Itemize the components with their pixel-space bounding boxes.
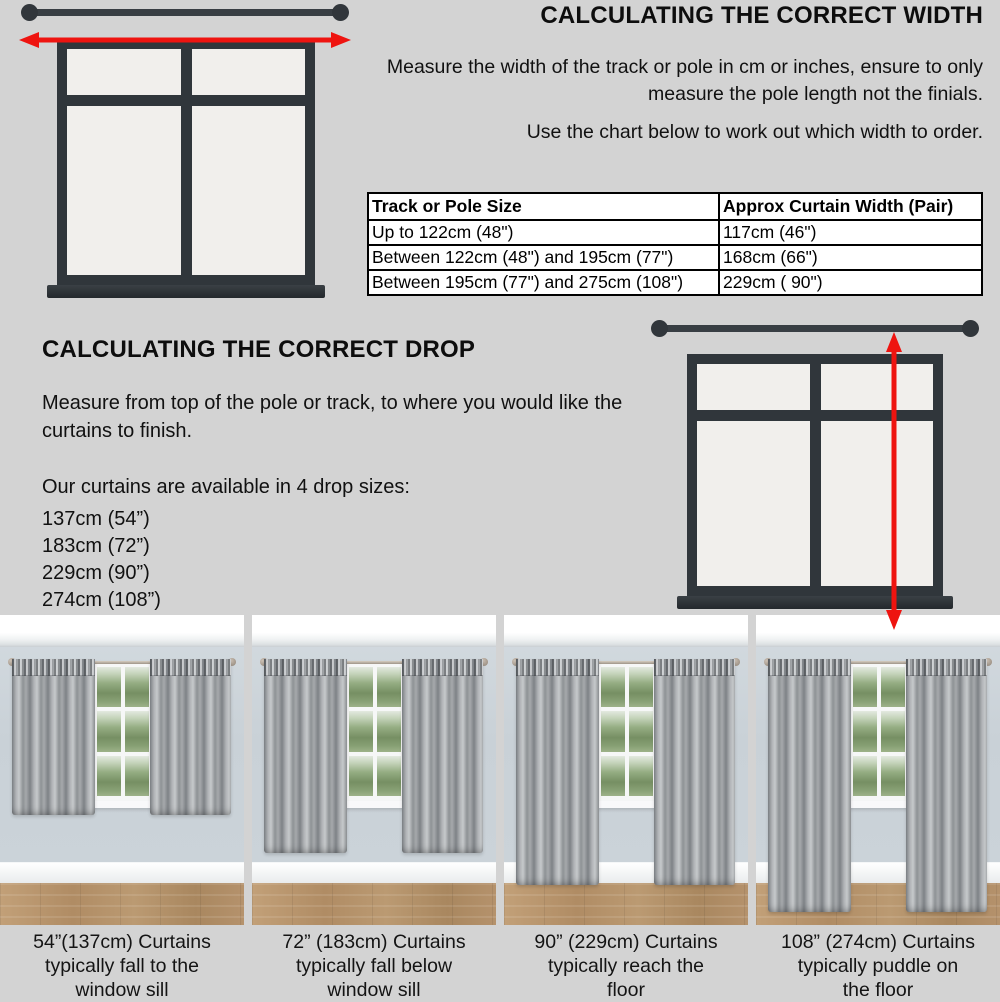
skirting-board bbox=[0, 862, 244, 883]
window-pane bbox=[629, 756, 653, 796]
curtain-left bbox=[264, 659, 347, 853]
photo-caption-72 bbox=[252, 927, 496, 1002]
photo-caption-54 bbox=[0, 927, 244, 1002]
curtain-pole bbox=[30, 9, 340, 16]
caption-line: typically fall below bbox=[295, 955, 453, 977]
window-pane bbox=[881, 667, 905, 707]
window-pane bbox=[97, 667, 121, 707]
window-pane bbox=[97, 756, 121, 796]
width-arrow-icon bbox=[18, 30, 352, 50]
window-pane bbox=[821, 421, 934, 586]
ceiling-cornice bbox=[0, 615, 244, 647]
table-row bbox=[368, 270, 982, 295]
caption-line: typically reach the bbox=[547, 955, 705, 977]
caption-line: typically puddle on bbox=[797, 955, 959, 977]
window-sill bbox=[677, 596, 953, 609]
photo-curtains-drop-90 bbox=[504, 615, 748, 925]
table-header-row bbox=[368, 193, 982, 220]
window-pane bbox=[67, 106, 181, 275]
pole-finial-left-icon bbox=[651, 320, 668, 337]
drop-size-option: 274cm (108”) bbox=[42, 589, 161, 611]
drop-sizes-intro: Our curtains are available in 4 drop sizes: bbox=[42, 476, 410, 498]
caption-line: 90” (229cm) Curtains bbox=[534, 931, 718, 953]
ceiling-cornice bbox=[252, 615, 496, 647]
caption-line: 72” (183cm) Curtains bbox=[282, 931, 466, 953]
window-frame bbox=[57, 39, 315, 285]
window-pane bbox=[377, 667, 401, 707]
table-cell-width: 117cm (46") bbox=[719, 220, 982, 245]
curtain-right bbox=[150, 659, 231, 815]
table-cell-track: Between 195cm (77") and 275cm (108") bbox=[368, 270, 719, 295]
table-cell-track: Up to 122cm (48") bbox=[368, 220, 719, 245]
window-pane bbox=[125, 756, 149, 796]
table-cell-width: 168cm (66") bbox=[719, 245, 982, 270]
curtain-right bbox=[654, 659, 735, 885]
ceiling-cornice bbox=[504, 615, 748, 647]
table-cell-width: 229cm ( 90") bbox=[719, 270, 982, 295]
width-chart-note: Use the chart below to work out which width to order. bbox=[526, 121, 983, 143]
window-pane bbox=[853, 667, 877, 707]
pole-finial-left-icon bbox=[21, 4, 38, 21]
pole-finial-right-icon bbox=[962, 320, 979, 337]
table-row bbox=[368, 220, 982, 245]
caption-line: window sill bbox=[327, 979, 421, 1001]
curtain-pole bbox=[660, 325, 970, 332]
wood-floor bbox=[0, 883, 244, 925]
window-pane bbox=[881, 756, 905, 796]
pole-finial-right-icon bbox=[332, 4, 349, 21]
window-pane bbox=[881, 711, 905, 751]
caption-line: typically fall to the bbox=[45, 955, 199, 977]
ceiling-cornice bbox=[756, 615, 1000, 647]
window-pane bbox=[192, 49, 306, 95]
window-pane bbox=[349, 711, 373, 751]
drop-size-option: 229cm (90”) bbox=[42, 562, 150, 584]
window bbox=[344, 662, 406, 801]
wood-floor bbox=[252, 883, 496, 925]
drop-size-option: 183cm (72”) bbox=[42, 535, 150, 557]
window-pane bbox=[377, 756, 401, 796]
window-pane bbox=[349, 667, 373, 707]
photo-caption-108 bbox=[756, 927, 1000, 1002]
curtain-left bbox=[12, 659, 95, 815]
window-pane bbox=[601, 667, 625, 707]
drop-instructions: Measure from top of the pole or track, to where you would like the curtains to finish. bbox=[42, 392, 623, 442]
drop-measure-illustration bbox=[650, 318, 980, 630]
skirting-board bbox=[252, 862, 496, 883]
table-cell-track: Between 122cm (48") and 195cm (77") bbox=[368, 245, 719, 270]
width-measure-illustration bbox=[20, 5, 350, 305]
window-pane bbox=[697, 364, 810, 410]
window-pane bbox=[349, 756, 373, 796]
window-pane bbox=[125, 711, 149, 751]
drop-size-option: 137cm (54”) bbox=[42, 508, 150, 530]
window-pane bbox=[853, 756, 877, 796]
window-sill bbox=[590, 801, 664, 808]
photo-curtains-drop-108 bbox=[756, 615, 1000, 925]
window-pane bbox=[377, 711, 401, 751]
width-size-table bbox=[367, 192, 983, 296]
window-pane bbox=[821, 364, 934, 410]
drop-arrow-icon bbox=[883, 331, 905, 631]
window-sill bbox=[86, 801, 160, 808]
window-pane bbox=[601, 756, 625, 796]
window-pane bbox=[192, 106, 306, 275]
window bbox=[92, 662, 154, 801]
photo-curtains-drop-54 bbox=[0, 615, 244, 925]
window-sill bbox=[338, 801, 412, 808]
window bbox=[848, 662, 910, 801]
window-sill bbox=[842, 801, 916, 808]
table-header-track: Track or Pole Size bbox=[368, 193, 719, 220]
caption-line: 54”(137cm) Curtains bbox=[33, 931, 211, 953]
window-pane bbox=[125, 667, 149, 707]
window-pane bbox=[67, 49, 181, 95]
caption-line: window sill bbox=[75, 979, 169, 1001]
window-pane bbox=[853, 711, 877, 751]
table-row bbox=[368, 245, 982, 270]
window-pane bbox=[629, 667, 653, 707]
drop-section-heading: CALCULATING THE CORRECT DROP bbox=[42, 336, 476, 363]
photo-caption-90 bbox=[504, 927, 748, 1002]
window-pane bbox=[697, 421, 810, 586]
width-instructions: Measure the width of the track or pole in cm or inches, ensure to only measure the pole length not the finials. bbox=[386, 56, 983, 105]
caption-line: 108” (274cm) Curtains bbox=[781, 931, 975, 953]
window-sill bbox=[47, 285, 325, 298]
table-header-width: Approx Curtain Width (Pair) bbox=[719, 193, 982, 220]
curtain-right bbox=[402, 659, 483, 853]
curtain-left bbox=[768, 659, 851, 912]
wood-floor bbox=[504, 883, 748, 925]
curtain-left bbox=[516, 659, 599, 885]
caption-line: floor bbox=[607, 979, 645, 1001]
window-pane bbox=[629, 711, 653, 751]
window bbox=[596, 662, 658, 801]
window-pane bbox=[97, 711, 121, 751]
window-pane bbox=[601, 711, 625, 751]
width-section-heading: CALCULATING THE CORRECT WIDTH bbox=[540, 2, 983, 29]
caption-line: the floor bbox=[842, 979, 914, 1001]
photo-curtains-drop-72 bbox=[252, 615, 496, 925]
curtain-right bbox=[906, 659, 987, 912]
